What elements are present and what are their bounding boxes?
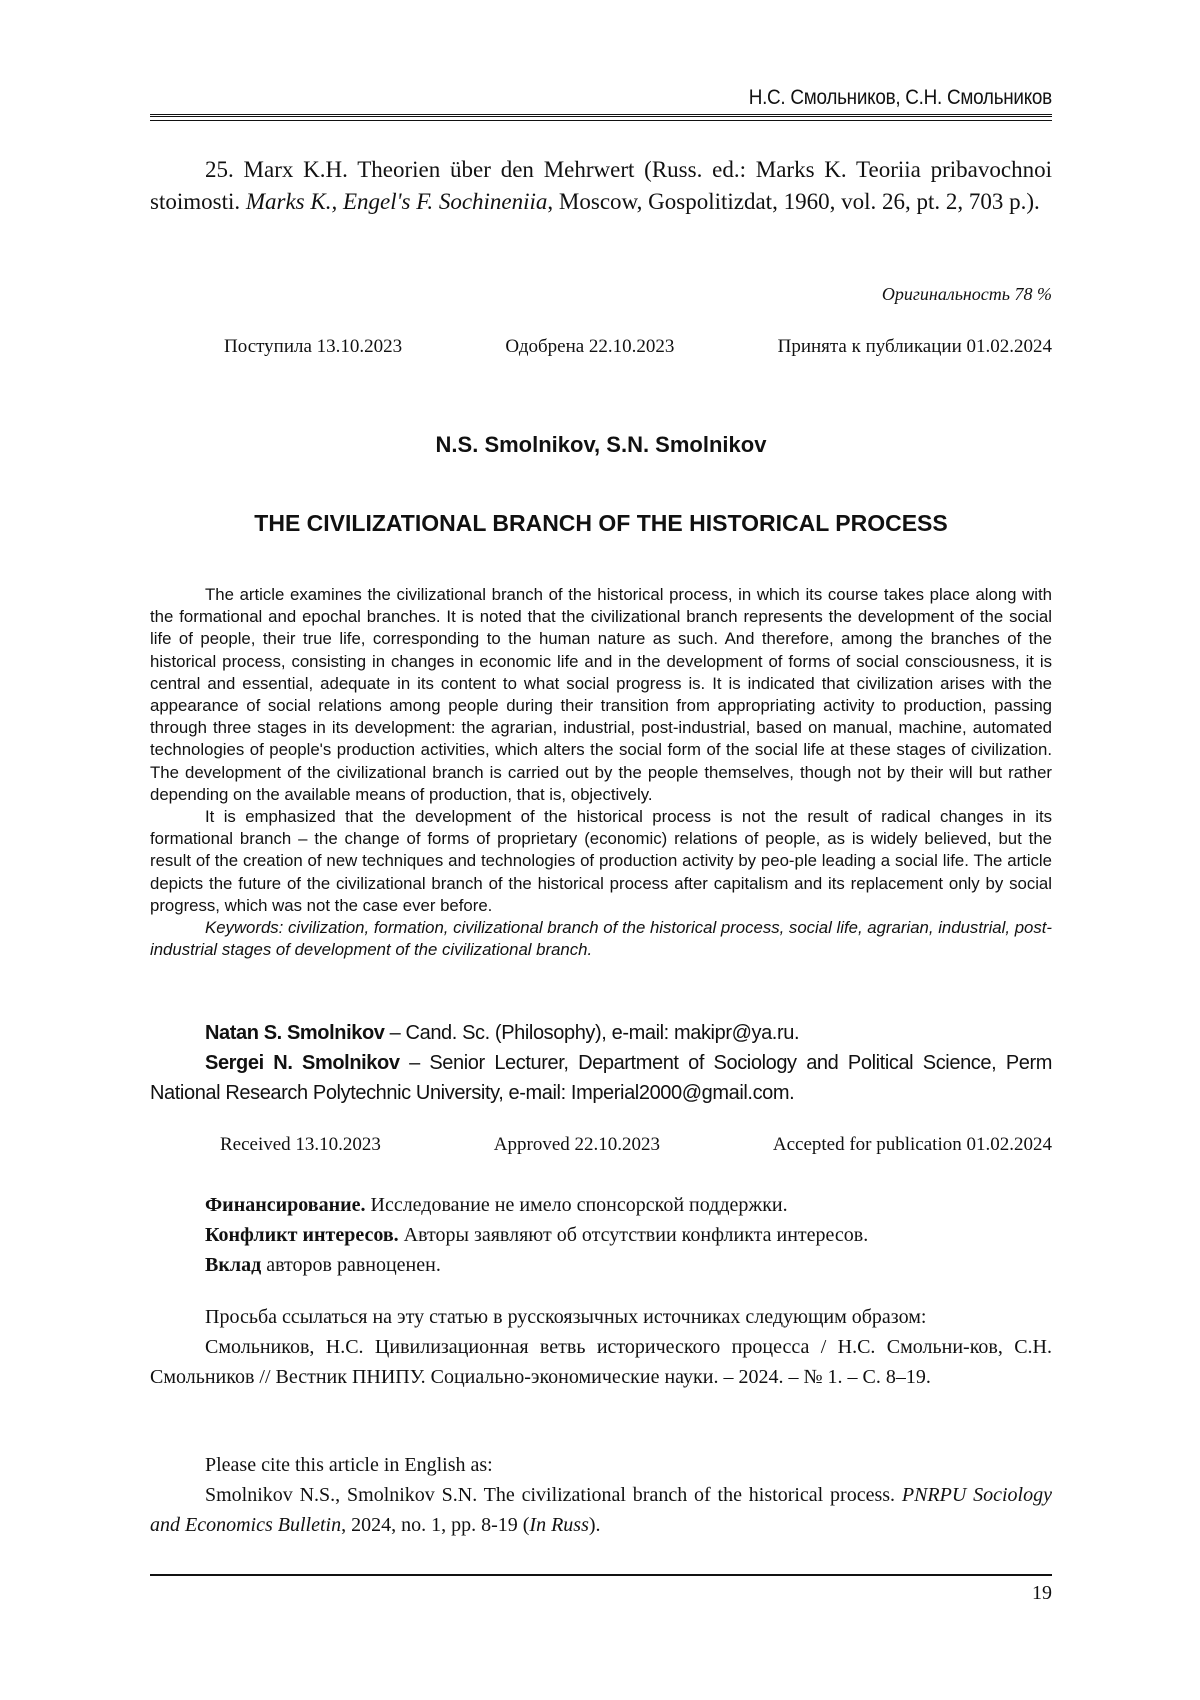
conflict-label: Конфликт интересов. bbox=[205, 1224, 399, 1246]
article-title-en: THE CIVILIZATIONAL BRANCH OF THE HISTORICAL PROCESS bbox=[254, 510, 948, 536]
funding-section bbox=[150, 1190, 1052, 1280]
running-header: Н.С. Смольников, С.Н. Смольников bbox=[748, 86, 1052, 109]
funding-label: Финансирование. bbox=[205, 1194, 366, 1216]
author-name-1: Natan S. Smolnikov bbox=[205, 1022, 385, 1044]
funding-text: Исследование не имело спонсорской поддержки. bbox=[365, 1194, 788, 1216]
reference-italic: Marks K., Engel's F. Sochineniia bbox=[245, 189, 548, 214]
author-info bbox=[150, 1018, 1052, 1108]
date-accepted-en: Accepted for publication 01.02.2024 bbox=[772, 1134, 1052, 1155]
citation-ru bbox=[150, 1302, 1052, 1392]
funding-line bbox=[150, 1190, 1052, 1220]
dates-ru bbox=[224, 336, 1052, 358]
date-received-en: Received 13.10.2023 bbox=[220, 1134, 381, 1155]
date-approved-ru: Одобрена 22.10.2023 bbox=[505, 336, 675, 357]
author-details-1: – Cand. Sc. (Philosophy), e-mail: makipr@ya.ru. bbox=[384, 1022, 800, 1044]
abstract bbox=[150, 584, 1052, 961]
date-approved-en: Approved 22.10.2023 bbox=[493, 1134, 661, 1155]
citation-en-intro: Please cite this article in English as: bbox=[205, 1454, 493, 1476]
reference-part1: 25. Marx K.H. Theorien über den Mehrwert (Russ. ed.: Marks K. Teoriia pribavochnoi stoimosti. bbox=[150, 157, 1052, 214]
footer-rule bbox=[150, 1574, 1052, 1576]
date-accepted-ru: Принята к публикации 01.02.2024 bbox=[777, 336, 1052, 357]
citation-en-part3: ). bbox=[588, 1514, 601, 1536]
citation-ru-text: Смольников, Н.С. Цивилизационная ветвь исторического процесса / Н.С. Смольни-ков, С.Н. Смольников // Вестник ПНИПУ. Социально-экономические науки. – 2024. – № 1. – С. 8–19. bbox=[150, 1336, 1052, 1388]
citation-en-part1: Smolnikov N.S., Smolnikov S.N. The civilizational branch of the historical process. bbox=[205, 1484, 902, 1506]
citation-en-text bbox=[150, 1480, 1052, 1540]
conflict-line bbox=[150, 1220, 1052, 1250]
keywords: Keywords: civilization, formation, civilizational branch of the historical process, social life, agrarian, industrial, post-industrial stages of development of the civilizational branch. bbox=[150, 918, 1052, 960]
authors-en: N.S. Smolnikov, S.N. Smolnikov bbox=[435, 432, 767, 457]
contribution-label: Вклад bbox=[205, 1254, 262, 1276]
reference-25 bbox=[150, 154, 1052, 218]
author-info-2 bbox=[150, 1048, 1052, 1108]
abstract-paragraph-2: It is emphasized that the development of the historical process is not the result of radical changes in its formational branch – the change of forms of proprietary (economic) relations of people, as is widely believed, but the result of the creation of new techniques and technologies of production activity by peo-ple leading a social life. The article depicts the future of the civilizational branch of the historical process after capitalism and its replacement only by social progress, which was not the case ever before. bbox=[150, 807, 1052, 915]
author-name-2: Sergei N. Smolnikov bbox=[205, 1052, 400, 1074]
date-received-ru: Поступила 13.10.2023 bbox=[224, 336, 403, 357]
page-number: 19 bbox=[1032, 1582, 1052, 1604]
citation-en-journal: PNRPU Sociology and Economics Bulletin bbox=[150, 1484, 1052, 1536]
citation-en-lang: In Russ bbox=[529, 1514, 589, 1536]
page bbox=[150, 0, 1052, 1700]
originality: Оригинальность 78 % bbox=[881, 284, 1052, 304]
abstract-paragraph-1: The article examines the civilizational branch of the historical process, in which its course takes place along with the formational and epochal branches. It is noted that the civilizational branch represents the development of the social life of people, their true life, corresponding to the human nature as such. And therefore, among the branches of the historical process, consisting in changes in economic life and in the development of forms of social consciousness, it is central and essential, adequate in its content to what social progress is. It is indicated that civilization arises with the appearance of social relations among people during their transition from appropriating activity to production, passing through three stages in its development: the agrarian, industrial, post-industrial, based on manual, machine, automated technologies of people's production activities, which alters the social form of the social life at these stages of civilization. The development of the civilizational branch is carried out by the people themselves, though not by their will but rather depending on the available means of production, that is, objectively. bbox=[150, 585, 1052, 804]
author-info-1 bbox=[150, 1018, 1052, 1048]
contribution-text: авторов равноценен. bbox=[261, 1254, 441, 1276]
citation-en bbox=[150, 1450, 1052, 1540]
author-details-2: – Senior Lecturer, Department of Sociology and Political Science, Perm National Research Polytechnic University, e-mail: Imperial2000@gmail.com. bbox=[150, 1052, 1052, 1104]
header-rule bbox=[150, 114, 1052, 121]
citation-en-part2: , 2024, no. 1, pp. 8-19 ( bbox=[341, 1514, 530, 1536]
conflict-text: Авторы заявляют об отсутствии конфликта интересов. bbox=[398, 1224, 869, 1246]
dates-en bbox=[220, 1134, 1052, 1156]
contribution-line bbox=[150, 1250, 1052, 1280]
reference-part2: , Moscow, Gospolitizdat, 1960, vol. 26, pt. 2, 703 p.). bbox=[547, 189, 1040, 214]
citation-ru-intro: Просьба ссылаться на эту статью в русскоязычных источниках следующим образом: bbox=[205, 1306, 927, 1328]
